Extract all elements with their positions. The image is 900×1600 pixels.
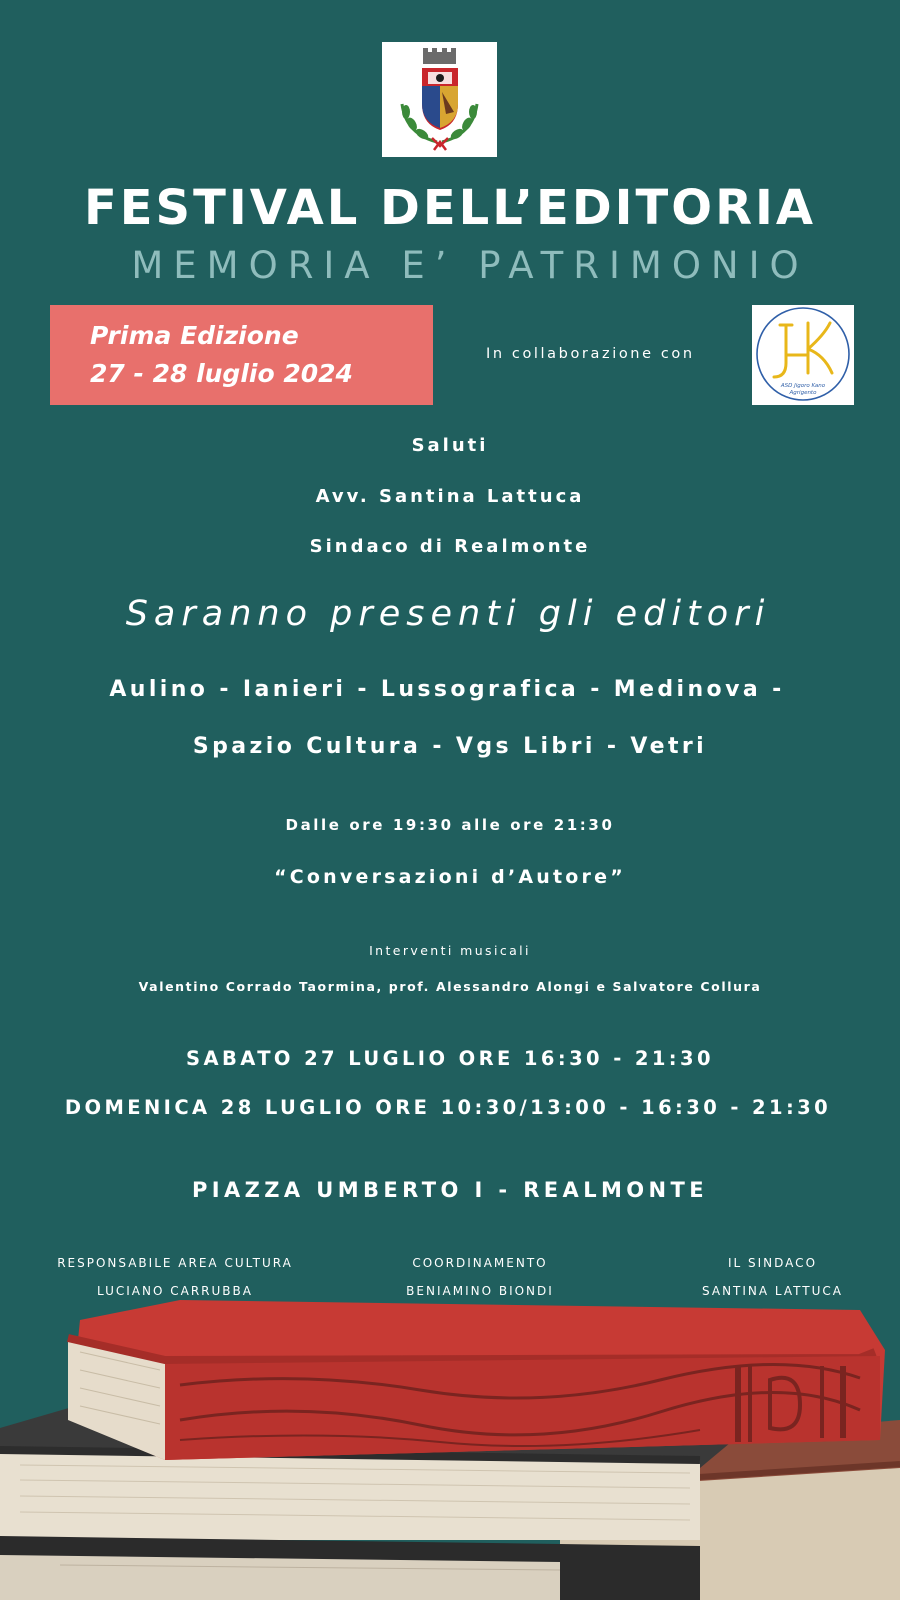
edition-dates: 27 - 28 luglio 2024 <box>90 359 353 388</box>
jk-monogram-icon <box>752 305 854 405</box>
music-heading: Interventi musicali <box>369 943 531 958</box>
greetings-role: Sindaco di Realmonte <box>309 536 591 557</box>
saturday-schedule: SABATO 27 LUGLIO ORE 16:30 - 21:30 <box>186 1047 714 1070</box>
credit-role-coordination: COORDINAMENTO <box>412 1256 548 1270</box>
svg-text:ASD Jigoro Kano: ASD Jigoro Kano <box>780 383 826 389</box>
edition-banner <box>50 305 433 405</box>
credit-role-culture: RESPONSABILE AREA CULTURA <box>57 1256 293 1270</box>
edition-label: Prima Edizione <box>90 321 299 350</box>
books-illustration <box>0 1300 900 1600</box>
partner-logo <box>752 305 854 405</box>
conversations-title: “Conversazioni d’Autore” <box>274 866 626 888</box>
credit-name-culture: LUCIANO CARRUBBA <box>97 1284 253 1298</box>
coat-of-arms-icon <box>382 42 497 157</box>
credit-role-mayor: IL SINDACO <box>727 1256 818 1270</box>
sunday-schedule: DOMENICA 28 LUGLIO ORE 10:30/13:00 - 16:30 - 21:30 <box>64 1096 832 1119</box>
municipal-crest-logo <box>382 42 497 157</box>
editors-heading: Saranno presenti gli editori <box>125 594 771 634</box>
svg-text:Agrigento: Agrigento <box>789 390 817 396</box>
credit-name-mayor: SANTINA LATTUCA <box>702 1284 843 1298</box>
music-performers: Valentino Corrado Taormina, prof. Alessandro Alongi e Salvatore Collura <box>138 979 762 994</box>
festival-title: FESTIVAL DELL’EDITORIA <box>83 180 817 236</box>
location: PIAZZA UMBERTO I - REALMONTE <box>192 1178 708 1202</box>
greetings-heading: Saluti <box>411 435 489 456</box>
greetings-name: Avv. Santina Lattuca <box>315 486 585 507</box>
credit-name-coordination: BENIAMINO BIONDI <box>406 1284 554 1298</box>
time-range: Dalle ore 19:30 alle ore 21:30 <box>285 816 615 834</box>
collaboration-text: In collaborazione con <box>486 346 695 362</box>
editors-list-line-2: Spazio Cultura - Vgs Libri - Vetri <box>192 734 708 759</box>
stack-of-books-icon <box>0 1300 900 1600</box>
editors-list-line-1: Aulino - Ianieri - Lussografica - Medinova - <box>109 677 785 702</box>
festival-subtitle: MEMORIA E’ PATRIMONIO <box>131 244 809 287</box>
